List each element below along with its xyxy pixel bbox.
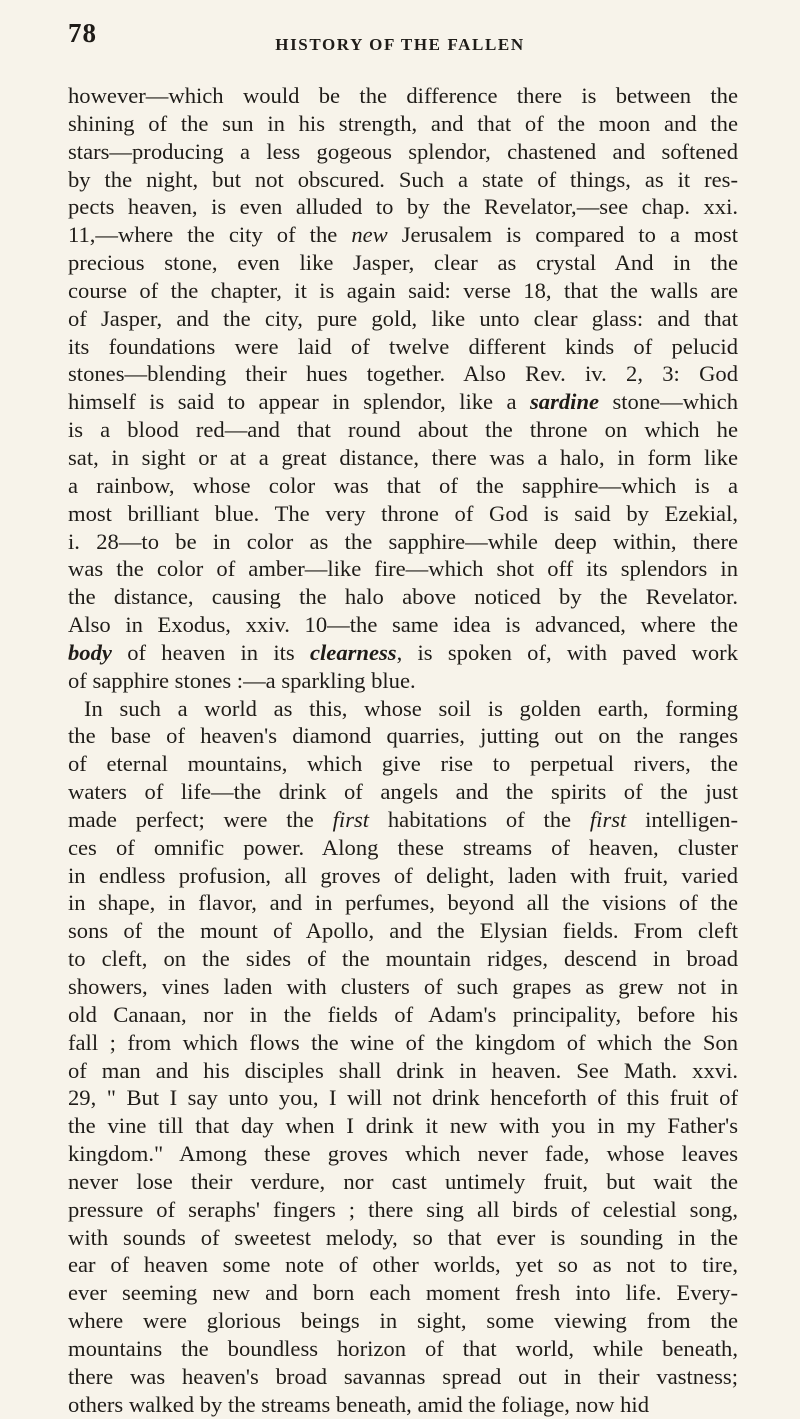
text-segment: of man and his disciples shall drink in heaven. See Math. xxvi. — [68, 1057, 738, 1083]
text-line — [68, 360, 738, 388]
text-line — [68, 416, 738, 444]
text-line — [68, 1279, 738, 1307]
text-segment: 11,—where the city of the — [68, 222, 352, 248]
text-line — [68, 889, 738, 917]
text-segment: ear of heaven some note of other worlds, yet so as not to tire, — [68, 1252, 738, 1278]
text-line — [68, 1363, 738, 1391]
text-segment: of Jasper, and the city, pure gold, like unto clear glass: and that — [68, 305, 738, 331]
text-segment: made perfect; were the — [68, 806, 333, 832]
text-line — [68, 305, 738, 333]
text-segment: Also in Exodus, xxiv. 10—the same idea is advanced, where the — [68, 612, 738, 638]
text-segment: never lose their verdure, nor cast untimely fruit, but wait the — [68, 1168, 738, 1194]
text-line — [68, 1029, 738, 1057]
text-line — [68, 750, 738, 778]
text-segment: its foundations were laid of twelve different kinds of pelucid — [68, 333, 738, 359]
text-segment: most brilliant blue. The very throne of God is said by Ezekial, — [68, 500, 738, 526]
text-line — [68, 1251, 738, 1279]
text-line — [68, 778, 738, 806]
text-segment: of sapphire stones :—a sparkling blue. — [68, 667, 416, 693]
text-segment: Jerusalem is compared to a most — [387, 222, 738, 248]
text-line — [68, 138, 738, 166]
text-segment: kingdom." Among these groves which never fade, whose leaves — [68, 1141, 738, 1167]
text-line — [68, 1335, 738, 1363]
text-segment: the base of heaven's diamond quarries, jutting out on the ranges — [68, 723, 738, 749]
text-segment: showers, vines laden with clusters of such grapes as grew not in — [68, 974, 738, 999]
text-segment: intelligen- — [626, 806, 738, 832]
text-segment: In such a world as this, whose soil is golden earth, forming — [84, 695, 738, 721]
text-line — [68, 945, 738, 973]
text-segment: in shape, in flavor, and in perfumes, beyond all the visions of the — [68, 890, 738, 916]
text-segment: stones—blending their hues together. Also Rev. iv. 2, 3: God — [68, 361, 738, 387]
text-segment: fall ; from which flows the wine of the kingdom of which the Son — [68, 1029, 738, 1055]
text-segment: precious stone, even like Jasper, clear as crystal And in the — [68, 250, 738, 276]
text-line — [68, 166, 738, 194]
text-segment: ces of omnific power. Along these streams of heaven, cluster — [68, 834, 738, 860]
text-segment: sons of the mount of Apollo, and the Elysian fields. From cleft — [68, 918, 738, 944]
text-line — [68, 500, 738, 528]
text-segment: habitations of the — [369, 806, 590, 832]
text-line — [68, 1307, 738, 1335]
text-segment: there was heaven's broad savannas spread out in their vastness; — [68, 1363, 738, 1389]
text-line — [68, 249, 738, 277]
page-number: 78 — [68, 18, 97, 48]
text-segment: by the night, but not obscured. Such a state of things, as it res- — [68, 166, 738, 192]
text-segment: in endless profusion, all groves of delight, laden with fruit, varied — [68, 862, 738, 888]
text-segment: pects heaven, is even alluded to by the Revelator,—see chap. xxi. — [68, 194, 738, 220]
text-line — [68, 1140, 738, 1168]
text-segment: shining of the sun in his strength, and that of the moon and the — [68, 110, 738, 136]
text-line — [68, 1112, 738, 1140]
text-segment: the distance, causing the halo above noticed by the Revelator. — [68, 584, 738, 610]
text-line — [68, 193, 738, 221]
text-line — [68, 528, 738, 556]
page-header — [0, 18, 800, 68]
emphasized-text: new — [351, 222, 388, 248]
text-line — [68, 583, 738, 611]
text-segment: with sounds of sweetest melody, so that ever is sounding in the — [68, 1224, 738, 1250]
text-segment: course of the chapter, it is again said: verse 18, that the walls are — [68, 277, 738, 303]
emphasized-text: first — [589, 806, 627, 832]
text-segment: stone—which — [599, 389, 738, 415]
text-segment: sat, in sight or at a great distance, there was a halo, in form like — [68, 444, 738, 470]
emphasized-text: body — [68, 639, 112, 665]
text-segment: of eternal mountains, which give rise to perpetual rivers, the — [68, 751, 738, 777]
text-line — [68, 722, 738, 750]
text-line — [68, 611, 738, 639]
text-line — [68, 639, 738, 667]
text-segment: 29, " But I say unto you, I will not drink henceforth of this fruit of — [68, 1085, 738, 1111]
text-line — [68, 333, 738, 361]
body-text — [68, 82, 738, 1419]
text-segment: others walked by the streams beneath, amid the foliage, now hid — [68, 1391, 649, 1417]
text-segment: where were glorious beings in sight, some viewing from the — [68, 1308, 738, 1334]
text-segment: mountains the boundless horizon of that world, while beneath, — [68, 1335, 738, 1361]
text-segment: however—which would be the difference there is between the — [68, 83, 738, 108]
text-line — [68, 110, 738, 138]
text-line — [68, 277, 738, 305]
text-segment: ever seeming new and born each moment fresh into life. Every- — [68, 1280, 738, 1306]
text-line — [68, 221, 738, 249]
text-segment: himself is said to appear in splendor, like a — [68, 389, 530, 415]
text-line — [68, 806, 738, 834]
text-segment: was the color of amber—like fire—which shot off its splendors in — [68, 556, 738, 582]
text-line — [68, 1084, 738, 1112]
text-segment: is a blood red—and that round about the throne on which he — [68, 417, 738, 443]
text-line — [68, 1196, 738, 1224]
text-line — [68, 472, 738, 500]
emphasized-text: sardine — [529, 389, 600, 415]
text-line — [68, 834, 738, 862]
emphasized-text: first — [332, 806, 370, 832]
text-segment: stars—producing a less gogeous splendor, chastened and softened — [68, 138, 738, 164]
text-segment: , is spoken of, with paved work — [396, 639, 738, 665]
text-line — [68, 862, 738, 890]
text-segment: old Canaan, nor in the fields of Adam's principality, before his — [68, 1001, 738, 1027]
text-line — [68, 695, 738, 723]
text-line — [68, 82, 738, 110]
text-line — [68, 973, 738, 1001]
text-segment: to cleft, on the sides of the mountain ridges, descend in broad — [68, 946, 738, 972]
text-line — [68, 1001, 738, 1029]
text-line — [68, 444, 738, 472]
text-line — [68, 1224, 738, 1252]
text-line — [68, 1168, 738, 1196]
text-segment: the vine till that day when I drink it new with you in my Father's — [68, 1113, 738, 1139]
text-segment: pressure of seraphs' fingers ; there sing all birds of celestial song, — [68, 1196, 738, 1222]
text-segment: i. 28—to be in color as the sapphire—while deep within, there — [68, 528, 738, 554]
emphasized-text: clearness — [310, 639, 397, 665]
text-line — [68, 667, 738, 695]
text-segment: of heaven in its — [111, 639, 310, 665]
text-line — [68, 1057, 738, 1085]
text-line — [68, 555, 738, 583]
running-head: HISTORY OF THE FALLEN — [275, 35, 525, 54]
text-segment: a rainbow, whose color was that of the sapphire—which is a — [68, 472, 738, 498]
text-line — [68, 388, 738, 416]
text-line — [68, 1391, 738, 1419]
text-line — [68, 917, 738, 945]
text-segment: waters of life—the drink of angels and the spirits of the just — [68, 779, 738, 805]
